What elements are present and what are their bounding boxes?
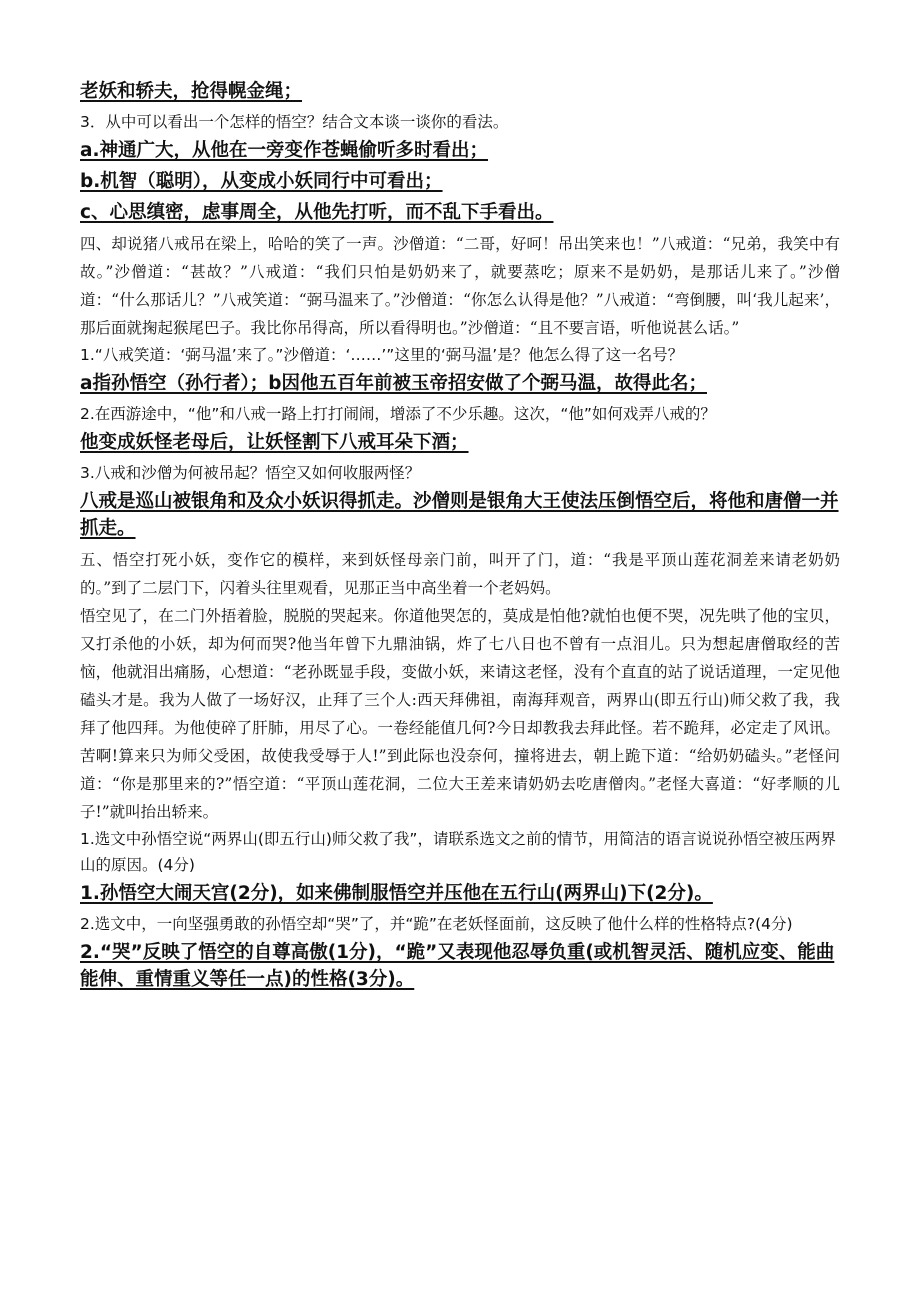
question-line: 3．从中可以看出一个怎样的悟空？结合文本谈一谈你的看法。 [80, 113, 509, 131]
passage-paragraph: 四、却说猪八戒吊在梁上，哈哈的笑了一声。沙僧道：“二哥，好呵！吊出笑来也！”八戒道：“兄弟，我笑中有故。”沙僧道：“甚故？”八戒道：“我们只怕是奶奶来了，就要蒸吃；原来不是奶奶，是那话儿来了。”沙僧道：“什么那话儿？”八戒笑道：“弼马温来了。”沙僧道：“你怎么认得是他？”八戒道：“弯倒腰，叫‘我儿起来’，那后面就掬起猴尾巴子。我比你吊得高，所以看得明也。”沙僧道：“且不要言语，听他说甚么话。” [80, 235, 840, 337]
answer-line: 2.“哭”反映了悟空的自尊高傲(1分)，“跪”又表现他忍辱负重(或机智灵活、随机应变、能曲能伸、重情重义等任一点)的性格(3分)。 [80, 942, 835, 990]
question-line: 2.选文中，一向坚强勇敢的孙悟空却“哭”了，并“跪”在老妖怪面前，这反映了他什么样的性格特点?(4分) [80, 915, 793, 933]
answer-line: 八戒是巡山被银角和及众小妖识得抓走。沙僧则是银角大王使法压倒悟空后，将他和唐僧一并抓走。 [80, 491, 839, 539]
question-line: 3.八戒和沙僧为何被吊起？悟空又如何收服两怪？ [80, 464, 421, 482]
passage-paragraph: 五、悟空打死小妖，变作它的模样，来到妖怪母亲门前，叫开了门，道：“我是平顶山莲花洞差来请老奶奶的。”到了二层门下，闪着头往里观看，见那正当中高坐着一个老妈妈。 [80, 551, 840, 597]
question-line: 1.“八戒笑道：‘弼马温’来了。”沙僧道：‘……’”这里的‘弼马温’是？他怎么得了这一名号？ [80, 346, 684, 364]
question-line: 2.在西游途中，“他”和八戒一路上打打闹闹，增添了不少乐趣。这次，“他”如何戏弄八戒的？ [80, 405, 716, 423]
passage-paragraph: 悟空见了，在二门外捂着脸，脱脱的哭起来。你道他哭怎的，莫成是怕他?就怕也便不哭，况先哄了他的宝贝，又打杀他的小妖，却为何而哭?他当年曾下九鼎油锅，炸了七八日也不曾有一点泪儿。只为想起唐僧取经的苦恼，他就泪出痛肠，心想道：“老孙既显手段，变做小妖，来请这老怪，没有个直直的站了说话道理，一定见他磕头才是。我为人做了一场好汉，止拜了三个人:西天拜佛祖，南海拜观音，两界山(即五行山)师父救了我，我拜了他四拜。为他使碎了肝肺，用尽了心。一卷经能值几何?今日却教我去拜此怪。若不跪拜，必定走了风讯。苦啊!算来只为师父受困，故使我受辱于人!”到此际也没奈何，撞将进去，朝上跪下道：“给奶奶磕头。”老怪问道：“你是那里来的?”悟空道：“平顶山莲花洞，二位大王差来请奶奶去吃唐僧肉。”老怪大喜道：“好孝顺的儿子!”就叫抬出轿来。 [80, 607, 840, 821]
answer-line: c、心思缜密，虑事周全，从他先打听，而不乱下手看出。 [80, 202, 554, 223]
answer-line: 1.孙悟空大闹天宫(2分)，如来佛制服悟空并压他在五行山(两界山)下(2分)。 [80, 883, 713, 904]
question-line: 1.选文中孙悟空说“两界山(即五行山)师父救了我”，请联系选文之前的情节，用简洁的语言说说孙悟空被压两界山的原因。(4分) [80, 830, 836, 874]
answer-line: 他变成妖怪老母后，让妖怪割下八戒耳朵下酒； [80, 432, 469, 453]
answer-line: 老妖和轿夫，抢得幌金绳； [80, 81, 303, 102]
answer-line: a指孙悟空（孙行者）；b因他五百年前被玉帝招安做了个弼马温，故得此名； [80, 373, 707, 394]
answer-line: a.神通广大，从他在一旁变作苍蝇偷听多时看出； [80, 140, 489, 161]
answer-line: b.机智（聪明），从变成小妖同行中可看出； [80, 171, 443, 192]
